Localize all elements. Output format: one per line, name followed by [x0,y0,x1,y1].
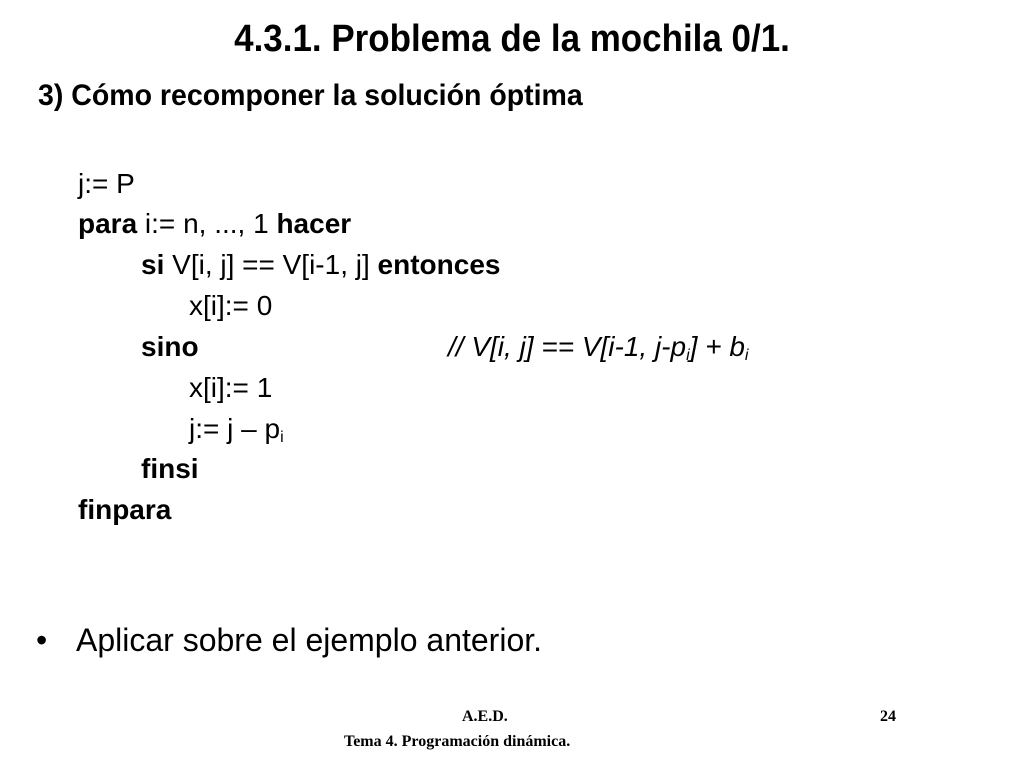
slide-title: 4.3.1. Problema de la mochila 0/1. [234,18,790,60]
keyword-finsi: finsi [141,453,199,484]
slide-subtitle: 3) Cómo recomponer la solución óptima [38,79,583,112]
code-line-9 [78,493,171,527]
code-text: j:= j – p [189,413,281,444]
footer-course: A.E.D. [462,708,508,725]
keyword-para: para [78,208,138,239]
keyword-finpara: finpara [78,494,172,525]
code-line-2 [78,207,351,241]
code-line-1 [78,167,135,201]
code-text: j:= P [78,168,135,199]
code-line-7 [189,412,284,446]
code-text: i:= n, ..., 1 [137,208,277,239]
subscript: i [744,347,749,364]
keyword-sino: sino [141,331,199,362]
comment-text: // V[i, j] == V[i-1, j-p [448,331,687,362]
bullet-item [36,622,542,659]
code-comment [448,330,748,364]
comment-text: ] + b [689,331,745,362]
keyword-si: si [141,249,165,280]
subscript: i [280,429,284,446]
code-line-3 [141,248,500,282]
page-number: 24 [880,708,896,725]
code-line-4 [189,289,272,323]
footer-topic: Tema 4. Programación dinámica. [344,733,571,750]
subscript: i [686,347,690,364]
code-line-8 [141,452,199,486]
code-line-6 [189,371,272,405]
code-line-5 [141,330,199,364]
code-text: V[i, j] == V[i-1, j] [164,249,378,280]
bullet-icon: • [36,622,48,658]
code-text: x[i]:= 0 [189,290,273,321]
keyword-hacer: hacer [276,208,352,239]
code-text: x[i]:= 1 [189,372,273,403]
bullet-text: Aplicar sobre el ejemplo anterior. [76,622,543,658]
keyword-entonces: entonces [377,249,501,280]
